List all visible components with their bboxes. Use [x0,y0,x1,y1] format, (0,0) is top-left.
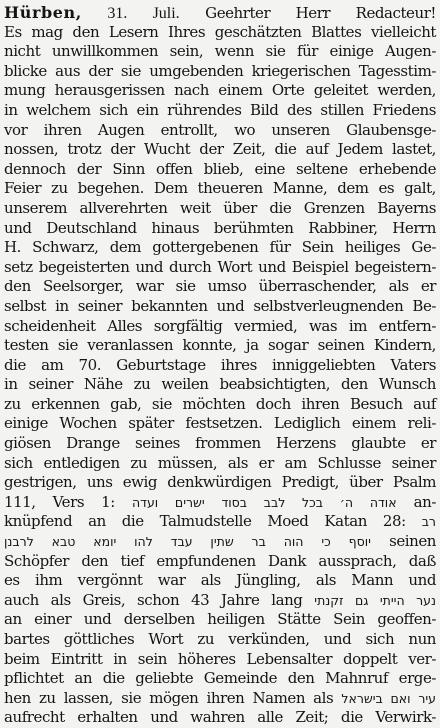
text-line [4,512,436,532]
hebrew-quote: רב [421,514,436,530]
hebrew-quote: יוסף כי הוה בר שתין עבד להו יומא טבא לרבנן [4,534,371,550]
line-tail: an- [413,492,436,511]
line-lead: auch als Greis, schon 43 Jahre lang [4,590,303,609]
text-line: blicke aus der sie umgebenden kriegerischen Tagesstim- [4,61,436,80]
text-line [4,689,436,709]
text-line: aufrecht erhalten und wahren alle Zeit; die Verwirk- [4,708,436,727]
text-line: Schöpfer den tief empfundenen Dank aussprach, daß [4,551,436,570]
article-body-part-3 [4,610,436,688]
text-line: Feier zu begehen. Dem theueren Manne, dem es galt, [4,179,436,198]
text-line: sich entledigen zu müssen, als er am Schlusse seiner [4,453,436,472]
text-line: an einer und derselben heiligen Stätte Sein geoffen- [4,610,436,629]
text-line: nicht unwillkommen sein, wenn sie für einige Augen- [4,42,436,61]
text-line: pflichtet an die geliebte Gemeinde den Mahnruf erge- [4,669,436,688]
text-line: giösen Drange seines frommen Herzens glaubte er [4,434,436,453]
text-line: beim Eintritt in sein höheres Lebensalter doppelt ver- [4,649,436,668]
hebrew-quote: נער הייתי גם זקנתי [314,592,437,608]
psalm-reference: 111, Vers 1: [4,492,115,511]
salutation: Geehrter Herr Redacteur! [205,4,436,22]
text-line: bartes göttliches Wort zu verkünden, und sich nun [4,630,436,648]
text-line: H. Schwarz, dem gottergebenen für Sein heiliges Ge- [4,238,436,257]
line-tail: seinen [389,532,436,551]
line-lead: hen zu lassen, sie mögen ihren Namen als [4,688,334,707]
text-line: setz begeisterten und durch Wort und Beispiel begeistern- [4,257,436,276]
text-line: es ihm vergönnt war als Jüngling, als Mann und [4,571,436,590]
text-line [4,532,436,552]
text-line: mung herausgerissen nach einem Orte geleitet werden, [4,81,436,100]
hebrew-quote: עיר ואם בישראל [341,690,436,706]
text-line: dennoch der Sinn offen blieb, eine seltene erhebende [4,159,436,178]
text-line: nossen, trotz der Wucht der Zeit, die auf Jedem lastet, [4,140,436,159]
newspaper-article [4,3,437,727]
text-line: gestrigen, uns ewig denkwürdigen Predigt, über Psalm [4,473,436,492]
text-line: vor ihren Augen entrollt, wo unseren Glaubensge- [4,120,436,139]
text-line: in welchem sich ein rührendes Bild des stillen Friedens [4,100,436,119]
text-line [4,591,436,611]
article-heading-line [4,3,436,23]
text-line: in seiner Nähe zu weilen beabsichtigten, den Wunsch [4,375,436,394]
hebrew-quote: אודה ה׳ בכל לבב בסוד ישרים ועדה [131,494,397,510]
talmud-reference: knüpfend an die Talmudstelle Moed Katan 28: [4,512,406,531]
dateline-date: 31. Juli. [107,5,180,22]
text-line: selbst in seiner bekannten und selbstverleugnenden Be- [4,296,436,315]
text-line: unserem allverehrten weit über die Grenzen Bayerns [4,198,436,217]
text-line: und Deutschland hinaus berühmten Rabbiner, Herrn [4,218,436,237]
text-line: zu erkennen gab, sie möchten doch ihren Besuch auf [4,394,436,413]
text-line: testen sie veranlassen konnte, ja sogar seinen Kindern, [4,336,436,355]
dateline-place: Hürben, [4,3,82,22]
text-line: den Seelsorger, war sie umso überraschender, als er [4,277,436,296]
text-line: die am 70. Geburtstage ihres inniggeliebten Vaters [4,355,436,374]
text-line: Es mag den Lesern Ihres geschätzten Blattes vielleicht [4,22,436,41]
article-body-part-1 [4,23,436,493]
article-body-part-2 [4,552,436,591]
text-line [4,493,436,513]
text-line: scheidenheit Alles sorgfältig vermied, was im entfern- [4,316,436,335]
text-line: einige Wochen später festsetzen. Lediglich einem reli- [4,414,436,433]
